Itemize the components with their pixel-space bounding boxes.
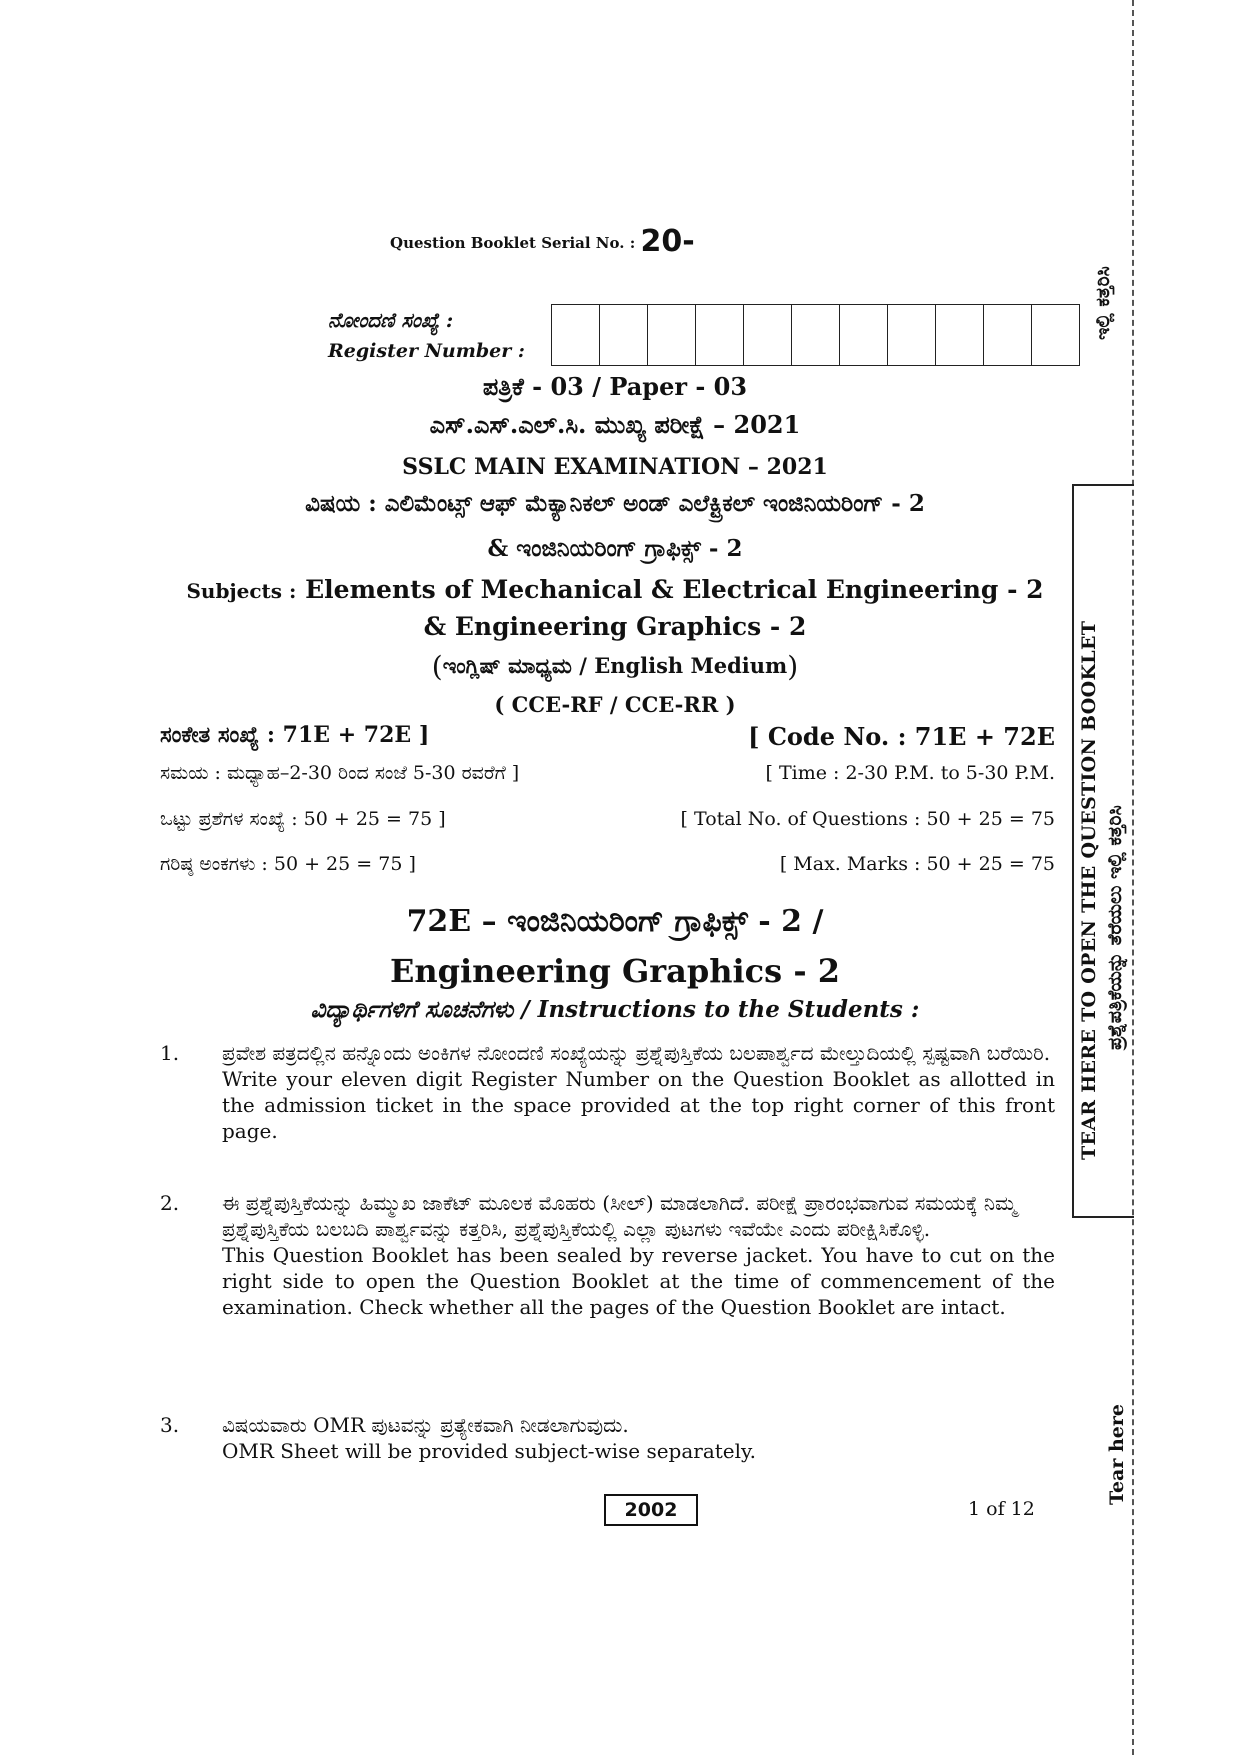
subject-prefix: Subjects : [186,579,297,603]
tear-here-instruction: TEAR HERE TO OPEN THE QUESTION BOOKLET [1078,620,1100,1160]
instruction-number: 1. [160,1041,180,1065]
medium-kannada: ಇಂಗ್ಲಿಷ್ ಮಾಧ್ಯಮ / [442,653,587,678]
subject-kannada-line2: & ಇಂಜಿನಿಯರಿಂಗ್ ಗ್ರಾಫಿಕ್ಸ್ - 2 [487,535,743,562]
instruction-english: OMR Sheet will be provided subject-wise separately. [222,1439,757,1463]
instruction-english: This Question Booklet has been sealed by reverse jacket. You have to cut on the right side to open the Question Booklet at the time of commencement of the examination. Check whether all the pages of the Question Booklet are intact. [222,1243,1055,1319]
register-digit-box[interactable] [552,305,600,365]
instruction-item [160,1040,1055,1144]
time-english: [ Time : 2-30 P.M. to 5-30 P.M. [765,762,1055,784]
serial-value: 20- [640,224,695,259]
time-row [160,762,1055,784]
register-digit-box[interactable] [600,305,648,365]
instruction-item [160,1190,1055,1320]
register-digit-box[interactable] [696,305,744,365]
tear-here-instruction-kannada: ಪ್ರಶ್ನೆಪತ್ರಿಕೆಯನ್ನು ತೆರೆಯಲು ಇಲ್ಲಿ ಕತ್ತರಿಸಿ [1104,805,1126,1050]
booklet-code: 2002 [604,1494,698,1526]
tear-here-label: Tear here [1106,1404,1128,1505]
medium: (ಇಂಗ್ಲಿಷ್ ಮಾಧ್ಯಮ / English Medium) [431,650,799,683]
total-kannada: ಒಟ್ಟು ಪ್ರಶೆಗಳ ಸಂಖ್ಯೆ : 50 + 25 = 75 ] [160,808,446,830]
code-english: [ Code No. : 71E + 72E [748,722,1055,751]
medium-english: English Medium [594,653,788,678]
code-kannada: ಸಂಕೇತ ಸಂಖ್ಯೆ : 71E + 72E ] [160,722,430,748]
max-marks-row [160,853,1055,875]
subject-english-text: Elements of Mechanical & Electrical Engineering - 2 [305,575,1044,604]
register-digit-box[interactable] [792,305,840,365]
instruction-kannada: ವಿಷಯವಾರು OMR ಪುಟವನ್ನು ಪ್ರತ್ಯೇಕವಾಗಿ ನೀಡಲಾಗುವುದು. [222,1413,629,1437]
instruction-number: 3. [160,1413,180,1437]
marks-english: [ Max. Marks : 50 + 25 = 75 [779,853,1055,875]
subject-english-line1 [150,575,1080,604]
instructions-heading: ವಿದ್ಯಾರ್ಥಿಗಳಿಗೆ ಸೂಚನೆಗಳು / Instructions to the Students : [310,996,920,1023]
register-digit-box[interactable] [1032,305,1079,365]
register-digit-box[interactable] [744,305,792,365]
instruction-number: 2. [160,1191,180,1215]
register-digit-box[interactable] [648,305,696,365]
subject-english-line2: & Engineering Graphics - 2 [423,612,807,641]
instruction-item [160,1412,1055,1464]
register-number-boxes[interactable] [551,304,1080,366]
register-label-kannada: ನೋಂದಣಿ ಸಂಖ್ಯೆ : [328,308,454,332]
page-number: 1 of 12 [968,1498,1035,1520]
code-row [160,722,1055,751]
register-digit-box[interactable] [984,305,1032,365]
exam-title-kannada: ಎಸ್.ಎಸ್.ಎಲ್.ಸಿ. ಮುಖ್ಯ ಪರೀಕ್ಷೆ – 2021 [429,410,801,439]
section-title-1: 72E – ಇಂಜಿನಿಯರಿಂಗ್ ಗ್ರಾಫಿಕ್ಸ್ - 2 / [406,904,824,939]
scheme: ( CCE-RF / CCE-RR ) [494,692,736,717]
section-title-2: Engineering Graphics - 2 [389,952,840,990]
register-digit-box[interactable] [888,305,936,365]
serial-number [390,224,695,259]
register-digit-box[interactable] [936,305,984,365]
instruction-english: Write your eleven digit Register Number on the Question Booklet as allotted in the admission ticket in the space provided at the top right corner of this front page. [222,1067,1055,1143]
total-questions-row [160,808,1055,830]
subject-kannada-line1: ವಿಷಯ : ಎಲಿಮೆಂಟ್ಸ್ ಆಫ್ ಮೆಕ್ಯಾನಿಕಲ್ ಅಂಡ್ ಎಲೆಕ್ಟ್ರಿಕಲ್ ಇಂಜಿನಿಯರಿಂಗ್ - 2 [305,490,925,517]
serial-label: Question Booklet Serial No. : [390,234,636,252]
paper-number: ಪತ್ರಿಕೆ - 03 / Paper - 03 [482,372,748,401]
marks-kannada: ಗರಿಷ್ಠ ಅಂಕಗಳು : 50 + 25 = 75 ] [160,853,416,875]
total-english: [ Total No. of Questions : 50 + 25 = 75 [680,808,1055,830]
instruction-kannada: ಪ್ರವೇಶ ಪತ್ರದಲ್ಲಿನ ಹನ್ನೊಂದು ಅಂಕಿಗಳ ನೋಂದಣಿ ಸಂಖ್ಯೆಯನ್ನು ಪ್ರಶ್ನೆಪುಸ್ತಿಕೆಯ ಬಲಪಾರ್ಶ್ವದ ಮೇಲ್ತುದಿಯಲ್ಲಿ ಸ್ಪಷ್ಟವಾಗಿ ಬರೆಯಿರಿ. [222,1041,1051,1065]
exam-title-english: SSLC MAIN EXAMINATION – 2021 [402,454,828,480]
time-kannada: ಸಮಯ : ಮಧ್ಯಾಹ–2-30 ರಿಂದ ಸಂಜೆ 5-30 ರವರೆಗೆ ] [160,762,520,784]
cut-here-kannada-top: ಇಲ್ಲಿ ಕತ್ತರಿಸಿ [1092,266,1114,340]
register-digit-box[interactable] [840,305,888,365]
register-label-english: Register Number : [328,340,525,362]
instruction-kannada: ಈ ಪ್ರಶ್ನೆಪುಸ್ತಿಕೆಯನ್ನು ಹಿಮ್ಮುಖ ಜಾಕೆಟ್ ಮೂಲಕ ಮೊಹರು (ಸೀಲ್) ಮಾಡಲಾಗಿದೆ. ಪರೀಕ್ಷೆ ಪ್ರಾರಂಭವಾಗುವ ಸಮಯಕ್ಕೆ ನಿಮ್ಮ ಪ್ರಶ್ನೆಪುಸ್ತಿಕೆಯ ಬಲಬದಿ ಪಾರ್ಶ್ವವನ್ನು ಕತ್ತರಿಸಿ, ಪ್ರಶ್ನೆಪುಸ್ತಿಕೆಯಲ್ಲಿ ಎಲ್ಲಾ ಪುಟಗಳು ಇವೆಯೇ ಎಂದು ಪರೀಕ್ಷಿಸಿಕೊಳ್ಳಿ. [222,1191,1017,1241]
